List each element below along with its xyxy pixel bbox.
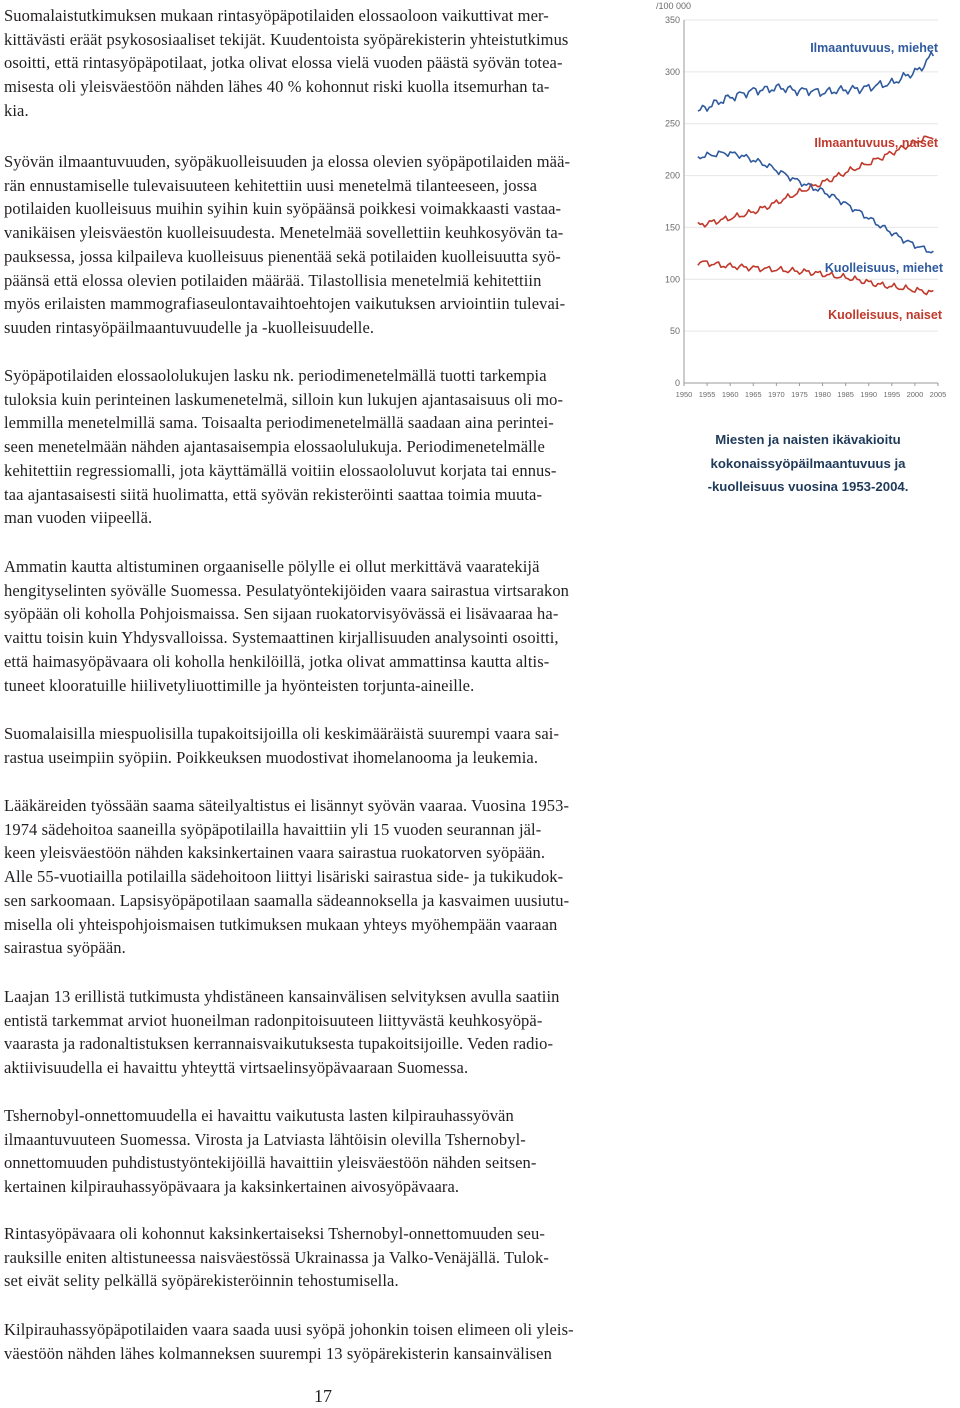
series-line-1 (698, 52, 934, 111)
page-number: 17 (314, 1386, 332, 1406)
paragraph-radon: Laajan 13 erillistä tutkimusta yhdistäneen kansainvälisen selvityksen avulla saatiin entistä tarkemmat arviot huoneilman radonpitoisuuteen liittyvästä keuhkosyöpä- vaarasta ja radonaltistuksen kerrannaisvaikutuksesta tupakoitsijoille. Veden radio- aktiivisuudella ei havaittu yhteyttä virtsaelinsyöpävaaraan Suomessa. (4, 987, 560, 1078)
incidence-mortality-chart (652, 0, 960, 410)
paragraph-thyroid-second-cancer: Kilpirauhassyöpäpotilaiden vaara saada uusi syöpä johonkin toisen elimeen oli yleis- väestöön nähden lähes kolmanneksen suurempi 13 syöpärekisterin kansainvälisen (4, 1320, 574, 1363)
x-tick-label: 1970 (768, 390, 785, 399)
y-tick-label: 150 (664, 222, 680, 233)
y-axis-unit-label: /100 000 (656, 1, 692, 11)
paragraph-occupational-exposure: Ammatin kautta altistuminen orgaaniselle pölylle ei ollut merkittävä vaaratekijä hengityselinten syövälle Suomessa. Pesulatyöntekijöiden vaara sairastua virtsarakon syöpään oli koholla Pohjoismaissa. Sen sijaan ruokatorvisyövässä ei lisävaaraa ha- vaittu toisin kuin Yhdysvalloissa. Systemaattinen kirjallisuuden analysointi osoitti, että haimasyöpävaara oli koholla henkilöillä, jotka olivat ammattinsa kautta altis- tuneet klooratuille hiilivetyliuottimille ja hyönteisten torjunta-aineille. (4, 557, 570, 695)
x-tick-label: 1985 (837, 390, 854, 399)
series-label-4: Kuolleisuus, naiset (828, 308, 942, 322)
x-tick-label: 1995 (883, 390, 901, 399)
x-tick-label: 1960 (721, 390, 739, 399)
grid-layer (684, 20, 938, 383)
series-label-3: Kuolleisuus, miehet (824, 261, 943, 275)
series-label-1: Ilmaantuvuus, miehet (810, 41, 938, 55)
figure-caption: Miesten ja naisten ikävakioitu kokonaissyöpäilmaantuvuus ja -kuolleisuus vuosina 1953-2004. (707, 432, 909, 494)
y-tick-label: 100 (664, 274, 680, 285)
y-tick-label: 200 (664, 170, 680, 181)
y-tick-label: 250 (664, 118, 680, 129)
x-tick-label: 1980 (814, 390, 831, 399)
y-tick-label: 0 (674, 378, 680, 388)
paragraph-chernobyl-breast: Rintasyöpävaara oli kohonnut kaksinkertaiseksi Tshernobyl-onnettomuuden seu- rauksille eniten altistuneessa naisväestössä Ukrainassa ja Valko-Venäjällä. Tulok- set eivät selity pelkällä syöpärekisteröinnin tehostumisella. (4, 1224, 549, 1291)
series-line-3 (698, 151, 934, 253)
paragraph-period-method: Syöpäpotilaiden elossaololukujen lasku nk. periodimenetelmällä tuotti tarkempia tuloksia kuin perinteinen laskumenetelmä, silloin kun lukujen ajantasaisuus oli mo- lemmilla menetelmillä sama. Toisaalta periodimenetelmällä saadaan aina perintei- seen menetelmään nähden ajantasaisempia elossaolulukuja. Periodimenetelmälle kehitettiin regressiomalli, jota käyttämällä voitiin elossaololuvut korjata tai ennus- taa ajantasaisesti siitä huolimatta, että syövän rekisteröinti saattaa toimia muuta- man vuoden viipeellä. (4, 366, 564, 528)
y-tick-label: 300 (664, 66, 680, 77)
x-tick-label: 2005 (929, 390, 947, 399)
paragraph-smokers: Suomalaisilla miespuolisilla tupakoitsijoilla oli keskimääräistä suurempi vaara sai- rastua useimpiin syöpiin. Poikkeuksen muodostivat ihomelanooma ja leukemia. (4, 724, 560, 767)
x-tick-label: 1955 (698, 390, 716, 399)
chart-svg (652, 0, 960, 410)
series-label-2: Ilmaantuvuus, naiset (814, 136, 938, 150)
axis-layer (656, 1, 946, 399)
x-tick-label: 1990 (860, 390, 878, 399)
x-tick-label: 1965 (744, 390, 762, 399)
paragraph-psychosocial: Suomalaistutkimuksen mukaan rintasyöpäpotilaiden elossaoloon vaikuttivat mer- kittävästi eräät psykososiaaliset tekijät. Kuudentoista syöpärekisterin yhteistutkimus osoitti, että rintasyöpäpotilaat, jotka olivat elossa vielä vuoden päästä syövän totea- misesta oli yleisväestöön nähden lähes 40 % kohonnut riski kuolla itsemurhan ta- kia. (4, 6, 569, 120)
y-tick-label: 350 (664, 15, 680, 25)
x-tick-label: 1950 (675, 390, 693, 399)
y-tick-label: 50 (669, 326, 680, 337)
series-layer (698, 52, 934, 294)
x-tick-label: 1975 (791, 390, 808, 399)
paragraph-chernobyl-thyroid: Tshernobyl-onnettomuudella ei havaittu vaikutusta lasten kilpirauhassyövän ilmaantuvuuteen Suomessa. Virosta ja Latviasta lähtöisin olevilla Tshernobyl- onnettomuuden puhdistustyöntekijöillä havaittiin yleisväestöön nähden seitsen- kertainen kilpirauhassyöpävaara ja kaksinkertainen aivosyöpävaara. (4, 1106, 537, 1197)
paragraph-forecasting-method: Syövän ilmaantuvuuden, syöpäkuolleisuuden ja elossa olevien syöpäpotilaiden mää- rän ennustamiselle tulevaisuuteen kehitettiin uusi menetelmä tilanteeseen, jossa potilaiden kuolleisuus muihin syihin kuin syöpäänsä poikkesi voimakkaasti vastaa- vanikäisen yleisväestön kuolleisuudesta. Menetelmää sovellettiin keuhkosyövän ta- pauksessa, jossa kilpaileva kuolleisuus pienentää sekä potilaiden kuolleisuutta syö- päänsä että elossa olevien potilaiden määrää. Tilastollisia menetelmiä kehitettiin myös erilaisten mammografiaseulontavaihtoehtojen vaikutuksen arviointiin tulevai- suuden rintasyöpäilmaantuvuudelle ja -kuolleisuudelle. (4, 152, 571, 337)
x-tick-label: 2000 (906, 390, 924, 399)
paragraph-radiation: Lääkäreiden työssään saama säteilyaltistus ei lisännyt syövän vaaraa. Vuosina 1953- 1974 sädehoitoa saaneilla syöpäpotilailla havaittiin yli 15 vuoden seurannan jäl- keen yleisväestöön nähden kaksinkertainen vaara sairastua ruokatorven syöpään. Alle 55-vuotiailla potilailla sädehoitoon liittyi lisäriski sairastua side- ja tukikudok- sen sarkoomaan. Lapsisyöpäpotilaan saamalla sädeannoksella ja kasvaimen uusiutu- misella oli yhteispohjoismaisen tutkimuksen mukaan yhteys myöhempään vaaraan sairastua syöpään. (4, 796, 570, 958)
